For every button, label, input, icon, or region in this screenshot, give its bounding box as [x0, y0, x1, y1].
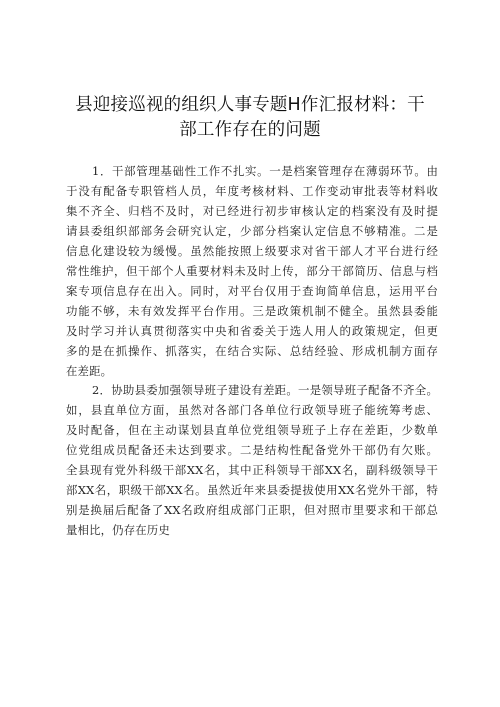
paragraph-line: 如，县直单位方面，虽然对各部门各单位行政领导班子能统筹考虑、 — [66, 403, 438, 418]
paragraph-line: 于没有配备专职管档人员，年度考核材料、工作变动审批表等材料收 — [66, 183, 438, 198]
paragraph-1 — [66, 162, 438, 381]
paragraph-line: 2．协助县委加强领导班子建设有差距。一是领导班子配备不齐全。 — [92, 383, 438, 398]
paragraph-line: 信息化建设较为缓慢。虽然能按照上级要求对省干部人才平台进行经 — [66, 243, 438, 258]
paragraph-line: 案专项信息存在出入。同时，对平台仅用于查询简单信息，运用平台 — [66, 283, 438, 298]
paragraph-line: 全县现有党外科级干部XX名，其中正科领导干部XX名，副科级领导干 — [66, 463, 438, 478]
paragraph-line: 量相比，仍存在历史 — [66, 523, 170, 538]
paragraph-line: 部XX名，职级干部XX名。虽然近年来县委提拔使用XX名党外干部，特 — [66, 483, 438, 498]
title-line-2: 部工作存在的问题 — [179, 120, 321, 140]
paragraph-line: 及时配备，但在主动谋划县直单位党组领导班子上存在差距，少数单 — [66, 423, 438, 438]
document-body — [66, 162, 438, 541]
paragraph-line: 集不齐全、归档不及时，对已经进行初步审核认定的档案没有及时提 — [66, 203, 438, 218]
paragraph-line: 功能不够，未有效发挥平台作用。三是政策机制不健全。虽然县委能 — [66, 303, 438, 318]
paragraph-line: 1．干部管理基础性工作不扎实。一是档案管理存在薄弱环节。由 — [92, 164, 438, 178]
paragraph-line: 请县委组织部部务会研究认定，少部分档案认定信息不够精准。二是 — [66, 223, 438, 238]
paragraph-line: 在差距。 — [66, 363, 113, 378]
document-title — [62, 93, 438, 143]
paragraph-line: 多的是在抓操作、抓落实，在结合实际、总结经验、形成机制方面存 — [66, 343, 438, 358]
title-line-1: 县迎接巡视的组织人事专题H作汇报材料：干 — [75, 95, 425, 115]
paragraph-line: 及时学习并认真贯彻落实中央和省委关于选人用人的政策规定，但更 — [66, 323, 438, 338]
paragraph-line: 位党组成员配备还未达到要求。二是结构性配备党外干部仍有欠账。 — [66, 443, 438, 458]
paragraph-line: 常性维护，但干部个人重要材料未及时上传，部分干部简历、信息与档 — [66, 263, 438, 278]
paragraph-2 — [66, 381, 438, 541]
paragraph-line: 别是换届后配备了XX名政府组成部门正职，但对照市里要求和干部总 — [66, 503, 438, 518]
